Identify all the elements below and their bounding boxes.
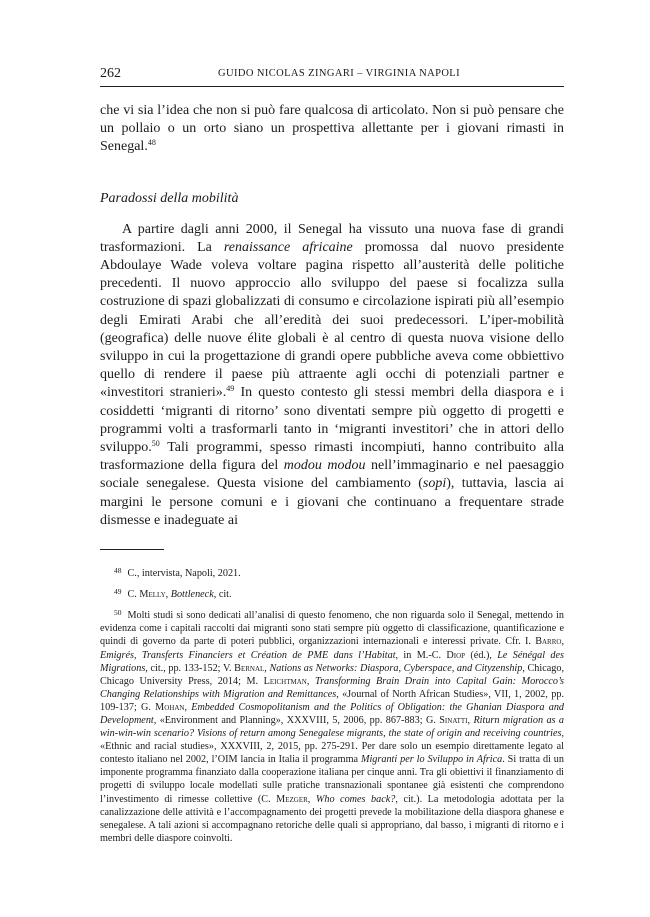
work-title: Embedded Cosmopolitanism and the Politics of Obligation: the Ghanian Diaspora and Development [100, 701, 565, 726]
author-name: Mohan [155, 701, 185, 713]
page-header [100, 66, 564, 87]
text-run: , «Environment and Planning», XXXVIII, 5, 2006, pp. 867-883; G. [153, 715, 440, 726]
footnote-50 [100, 606, 564, 845]
text-run: , cit. [213, 589, 232, 601]
footnote-48 [100, 564, 564, 580]
work-title: Le Sénégal des Migrations [100, 649, 564, 674]
section-title: Paradossi della mobilità [100, 190, 239, 206]
author-name: Diop [446, 649, 466, 661]
footnotes [100, 564, 564, 845]
footnote-49 [100, 585, 564, 601]
work-title: Riturn migration as a win-win-win scenario? Visions of return among Senegalese migrants, the state of origin and receiving countries [100, 715, 565, 740]
author-name: Melly [139, 589, 166, 601]
text-run: , [561, 636, 564, 648]
text-run: , [184, 701, 192, 713]
running-head: GUIDO NICOLAS ZINGARI – VIRGINIA NAPOLI [218, 68, 461, 79]
work-title: Emigrés, Transferts Financiers et Création de PME dans l’Habitat [100, 649, 396, 661]
footnote-ref-50: 50 [151, 439, 160, 449]
footnote-text: C., intervista, Napoli, 2021. [127, 568, 241, 580]
book-page [100, 66, 564, 850]
italic-term: renaissance africaine [223, 239, 353, 255]
text-run: , in M.-C. [395, 649, 447, 661]
work-title: Who comes back? [315, 793, 396, 805]
text-run: , cit., pp. 133-152; V. [145, 662, 235, 674]
text-run: , [467, 715, 474, 726]
author-name: Barro [535, 636, 562, 648]
footnote-ref-48: 48 [147, 138, 156, 148]
text-run: promossa dal nuovo presidente Abdoulaye Wade voleva voltare pagina rispetto all’austerità delle politiche precedenti. Il nuovo approccio allo sviluppo del paese si focalizza sulla costruzione di spazi globalizzati di consumo e circolazione ispirati più all’esempio degli Emirati Arabi che all’eredità dei suoi predecessori. L’iper-mobilità (geografica) delle nuove élite globali è al centro di questa nuova visione dello sviluppo in cui la progettazione di grandi opere pubbliche aveva come obbiettivo quello di rendere il paese più attraente agli occhi di potenziali partner e «investitori stranieri». [100, 239, 564, 401]
page-number: 262 [100, 66, 121, 81]
footnote-number: 49 [114, 587, 122, 597]
carry-over-paragraph [100, 102, 564, 157]
text-run: Molti studi si sono dedicati all’analisi di questo fenomeno, che non riguarda solo il Senegal, mettendo in evidenza come i capitali raccolti dai migranti sono stati sempre più oggetto di classificazione, quantificazione e quindi di governo da parte di poteri pubblici, organizzazioni internazionali e interessi private. Cfr. I. [100, 610, 564, 648]
work-title: Bottleneck [170, 589, 214, 601]
work-title: Nations as Networks: Diaspora, Cyberspace, and Cityzenship [269, 662, 523, 674]
body-paragraph [100, 221, 564, 530]
text-run: In questo contesto gli stessi membri della diaspora e i cosiddetti ‘migranti di ritorno’ sono diventati sempre più oggetto di progetti e programmi volti a trasformarli tanto in ‘migranti investitori’ che in attori dello sviluppo. [100, 385, 564, 456]
italic-term: sopi [422, 476, 447, 492]
work-title: Migranti per lo Sviluppo in Africa [360, 754, 503, 766]
text-run: ), tuttavia, lascia ai margini le persone comuni e i giovani che continuano a frequentare strade dismesse e inadeguate ai [100, 476, 564, 528]
italic-term: modou modou [283, 458, 366, 474]
text-run: Tali programmi, spesso rimasti incompiuti, hanno contribuito alla trasformazione della figura del [100, 440, 564, 474]
text-run: , «Journal of North African Studies», VII, 1, 2002, pp. 109-137; G. [100, 688, 565, 713]
paragraph-text: che vi sia l’idea che non si può fare qualcosa di articolato. Non si può pensare che un pollaio o un orto siano un prospettiva allettante per i giovani rimasti in Senegal. [100, 103, 564, 155]
text-run: , [264, 662, 270, 674]
text-run: , [307, 793, 316, 805]
text-run: (éd.), [465, 649, 498, 661]
text-run: C. [127, 589, 140, 601]
author-name: Leichtman [263, 675, 307, 687]
author-name: Sinatti [439, 715, 468, 726]
text-run: A partire dagli anni 2000, il Senegal ha vissuto una nuova fase di grandi trasformazioni. La [100, 221, 564, 255]
text-run: , Chicago, Chicago University Press, 2014; M. [100, 662, 565, 687]
text-run: nell’immaginario e nel paesaggio sociale senegalese. Questa visione del cambiamento ( [100, 458, 564, 492]
text-run: , «Ethnic and racial studies», XXXVIII, 2, 2015, pp. 275-291. Per dare solo un esempio direttamente legato al contesto italiano nel 2002, l’OIM lancia in Italia il programma [100, 728, 564, 766]
text-run: , [165, 589, 171, 601]
footnote-number: 50 [114, 608, 122, 618]
work-title: Transforming Brain Drain into Capital Gain: Morocco’s Changing Relationships with Migration and Remittances [100, 675, 565, 700]
footnote-number: 48 [114, 566, 122, 576]
author-name: Bernal [234, 662, 265, 674]
footnote-separator [100, 549, 164, 550]
text-run: . Si tratta di un imponente programma finanziato dalla cooperazione italiana per cinque anni. Tra gli obiettivi il finanziamento di progetti di sviluppo locale modellati sulle pratiche transnazionali spontanee già esistenti che comprendono l’investimento di rimesse collettive (C. [100, 754, 564, 805]
footnote-ref-49: 49 [226, 384, 235, 394]
author-name: Mezger [276, 793, 308, 805]
text-run: , cit.). La metodologia adottata per la canalizzazione delle attività e l’accompagnamento dei progetti prevede la mobilitazione della diaspora ghanese e senegalese. A tali azioni si accompagnano retoriche delle quali si appropriano, dal basso, i migranti di ritorno e i membri delle diaspore coinvolti. [100, 793, 565, 844]
text-run: , [306, 675, 315, 687]
